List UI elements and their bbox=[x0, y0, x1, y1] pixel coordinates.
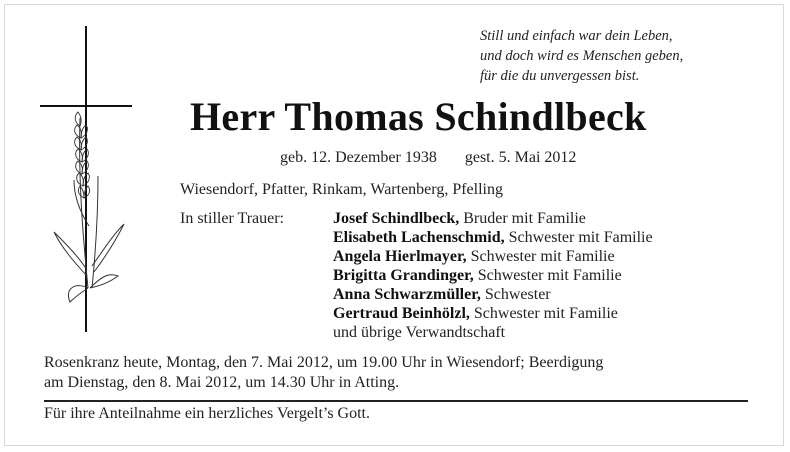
mourner-relation: Schwester mit Familie bbox=[470, 248, 615, 265]
divider bbox=[44, 400, 748, 402]
list-item bbox=[333, 266, 653, 285]
list-item bbox=[333, 247, 653, 266]
list-item bbox=[333, 228, 653, 247]
mourners-closing: und übrige Verwandtschaft bbox=[333, 324, 506, 341]
deceased-name: Herr Thomas Schindlbeck bbox=[190, 94, 647, 139]
poem-line: und doch wird es Menschen geben, bbox=[480, 48, 684, 64]
cross-with-wheat-icon bbox=[40, 26, 132, 336]
death-date: gest. 5. Mai 2012 bbox=[464, 149, 577, 166]
mourner-relation: Schwester mit Familie bbox=[508, 229, 653, 246]
mourner-name: Gertraud Beinhölzl, bbox=[333, 305, 470, 322]
mourner-name: Brigitta Grandinger, bbox=[333, 267, 474, 284]
mourner-name: Anna Schwarzmüller, bbox=[333, 286, 481, 303]
poem-line: Still und einfach war dein Leben, bbox=[480, 28, 673, 44]
mourner-name: Elisabeth Lachenschmid, bbox=[333, 229, 505, 246]
mourner-name: Josef Schindlbeck, bbox=[333, 210, 460, 227]
thanks-line: Für ihre Anteilnahme ein herzliches Vergelt’s Gott. bbox=[44, 405, 370, 422]
service-announcement bbox=[44, 353, 754, 393]
memorial-poem bbox=[480, 26, 770, 86]
mourner-relation: Schwester mit Familie bbox=[477, 267, 622, 284]
poem-line: für die du unvergessen bist. bbox=[480, 68, 640, 84]
mourner-relation: Schwester bbox=[484, 286, 551, 303]
places-line: Wiesendorf, Pfatter, Rinkam, Wartenberg, Pfelling bbox=[180, 181, 503, 198]
list-item bbox=[333, 304, 653, 323]
mourner-relation: Bruder mit Familie bbox=[463, 210, 586, 227]
list-item bbox=[333, 285, 653, 304]
birth-date: geb. 12. Dezember 1938 bbox=[280, 149, 437, 166]
life-dates bbox=[280, 148, 576, 168]
mourner-relation: Schwester mit Familie bbox=[473, 305, 618, 322]
mourning-label: In stiller Trauer: bbox=[180, 210, 284, 227]
mourners-list bbox=[333, 209, 653, 342]
mourner-name: Angela Hierlmayer, bbox=[333, 248, 467, 265]
service-line: am Dienstag, den 8. Mai 2012, um 14.30 Uhr in Atting. bbox=[44, 374, 400, 391]
service-line: Rosenkranz heute, Montag, den 7. Mai 2012, um 19.00 Uhr in Wiesendorf; Beerdigung bbox=[44, 354, 604, 371]
list-item bbox=[333, 209, 653, 228]
